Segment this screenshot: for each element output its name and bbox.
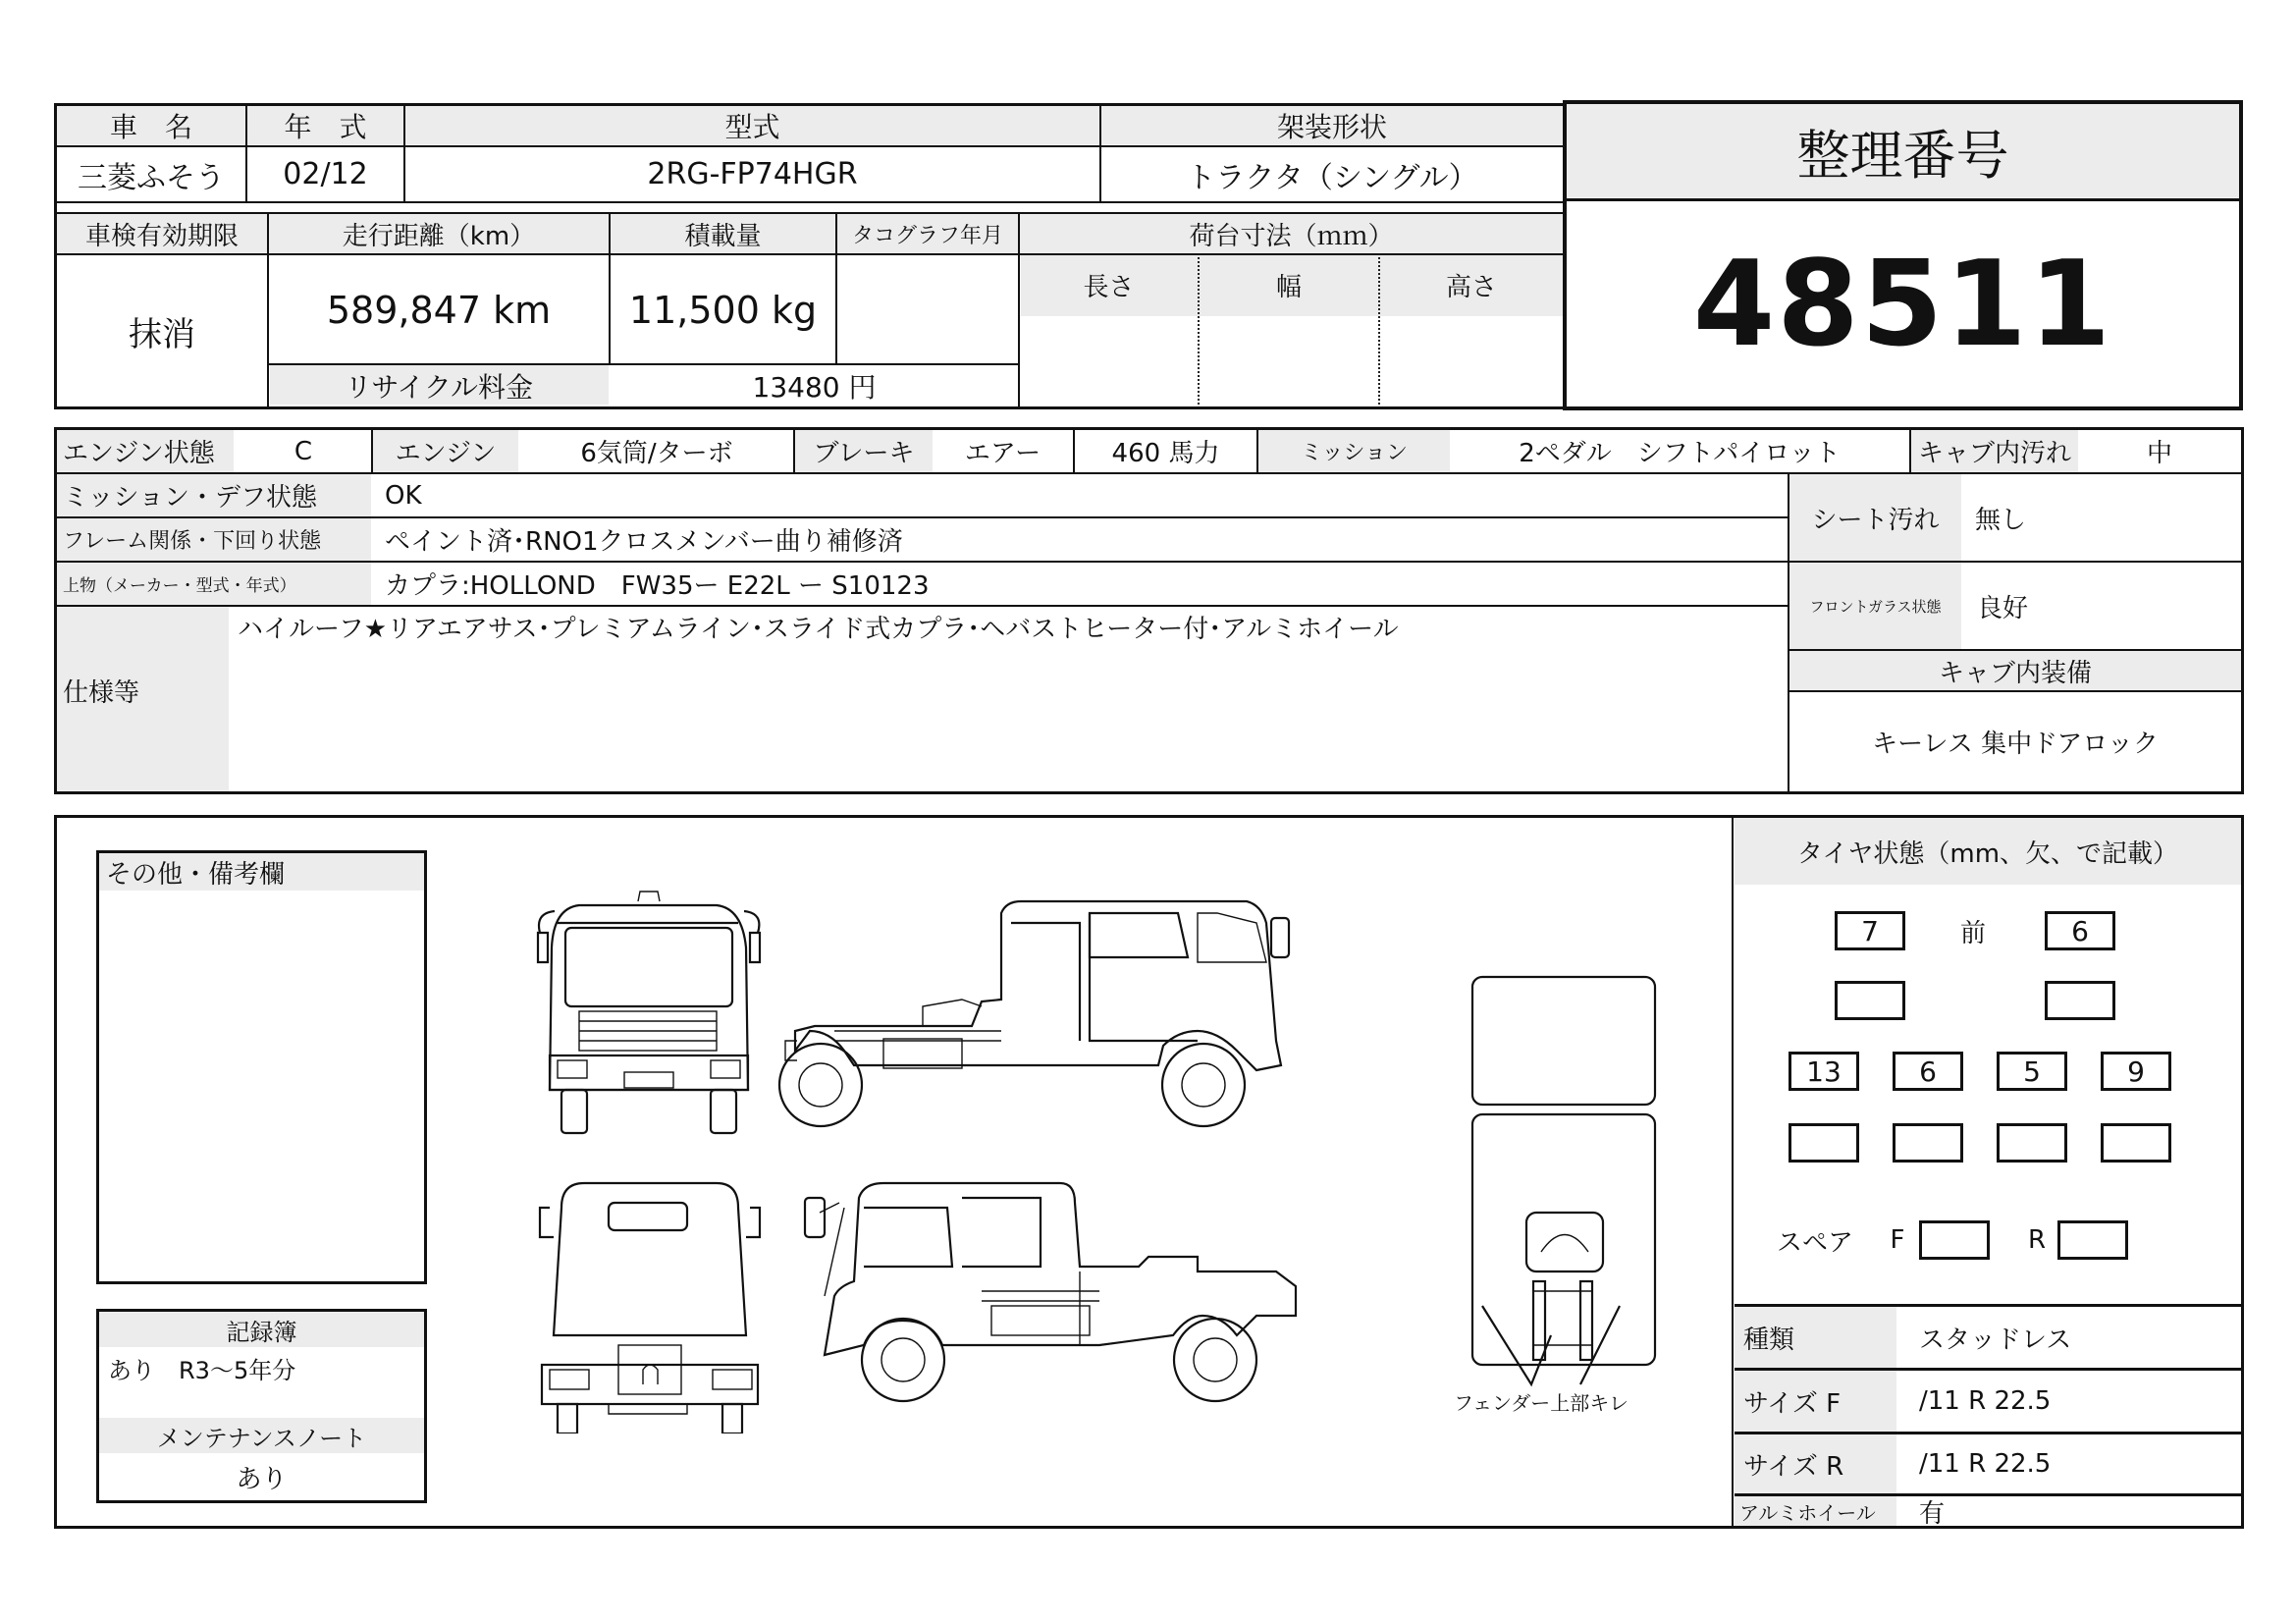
size-r-label: サイズ R <box>1743 1451 1844 1482</box>
vehicle-name: 三菱ふそう <box>78 160 225 195</box>
size-f-label: サイズ F <box>1743 1388 1842 1419</box>
truck-side-view-right <box>779 901 1289 1126</box>
cab-equip: キーレス 集中ドアロック <box>1872 730 2159 759</box>
front-label: 前 <box>1959 918 1986 948</box>
tire-rear-1: 13 <box>1789 1052 1859 1091</box>
mission: 2ペダル シフトパイロット <box>1519 439 1841 468</box>
tire-front-left: 7 <box>1835 911 1905 950</box>
engine-label: エンジン <box>395 439 497 468</box>
alu-label: アルミホイール <box>1739 1500 1876 1525</box>
mission-label: ミッション <box>1300 441 1409 465</box>
tire-rear-1-sub <box>1789 1123 1859 1163</box>
spare-r-box <box>2057 1220 2128 1260</box>
cab-equip-label: キャブ内装備 <box>1938 658 2092 688</box>
length-label: 長さ <box>1083 272 1135 302</box>
mileage-value: 589,847 km <box>326 289 552 332</box>
model-code: 2RG-FP74HGR <box>647 157 858 191</box>
size-f: /11 R 22.5 <box>1919 1386 2052 1416</box>
tacho-label: タコグラフ年月 <box>851 223 1003 248</box>
spec-label: 仕様等 <box>63 677 140 708</box>
size-r: /11 R 22.5 <box>1919 1449 2052 1479</box>
tire-rear-2-sub <box>1893 1123 1963 1163</box>
body-type-header: 架装形状 <box>1276 111 1387 143</box>
width-label: 幅 <box>1275 272 1302 302</box>
recycle-fee: 13480 円 <box>752 371 877 404</box>
remarks-title: その他・備考欄 <box>106 859 286 890</box>
body-type: トラクタ（シングル） <box>1186 160 1478 195</box>
diagram-note: フェンダー上部キレ <box>1454 1390 1629 1415</box>
seat-dirt: 無し <box>1975 505 2027 535</box>
tire-rear-2: 6 <box>1893 1052 1963 1091</box>
upper: カプラ:HOLLOND FW35ー E22L ー S10123 <box>385 571 930 601</box>
expiry-value: 抹消 <box>129 314 195 354</box>
tire-state-title: タイヤ状態（mm、欠、で記載） <box>1796 839 2179 869</box>
alu-value: 有 <box>1919 1498 1946 1529</box>
load-label: 積載量 <box>684 221 762 251</box>
remarks-box <box>96 850 427 1284</box>
tire-type-label: 種類 <box>1743 1325 1795 1355</box>
truck-front-view <box>538 892 760 1133</box>
tire-front-right: 6 <box>2045 911 2115 950</box>
records-value: あり R3～5年分 <box>108 1356 296 1384</box>
control-number-label: 整理番号 <box>1796 124 2009 187</box>
truck-rear-view <box>540 1183 760 1434</box>
tire-rear-3-sub <box>1997 1123 2067 1163</box>
height-label: 高さ <box>1445 272 1497 302</box>
spec: ハイルーフ★リアエアサス･プレミアムライン･スライド式カプラ･ヘバストヒーター付･アルミホイール <box>238 614 1399 644</box>
mission-diff-label: ミッション・デフ状態 <box>63 483 317 513</box>
recycle-label: リサイクル料金 <box>344 371 534 404</box>
frame-label: フレーム関係・下回り状態 <box>63 529 322 554</box>
tire-rear-3: 5 <box>1997 1052 2067 1091</box>
tacho-value <box>837 257 1018 363</box>
spare-f-box <box>1919 1220 1990 1260</box>
spare-f-label: F <box>1890 1225 1905 1255</box>
spare-r-label: R <box>2027 1225 2047 1255</box>
tire-rear-4: 9 <box>2101 1052 2171 1091</box>
tire-type: スタッドレス <box>1919 1325 2072 1355</box>
load-value: 11,500 kg <box>628 289 818 332</box>
truck-side-view-left <box>805 1183 1296 1401</box>
engine: 6気筒/ターボ <box>580 439 733 468</box>
frame: ペイント済･RNO1クロスメンバー曲り補修済 <box>385 527 903 557</box>
truck-top-view <box>1472 977 1655 1384</box>
maintenance-title: メンテナンスノート <box>156 1424 367 1452</box>
mission-diff: OK <box>385 480 422 511</box>
mileage-label: 走行距離（km） <box>342 221 536 251</box>
seat-dirt-label: シート汚れ <box>1811 505 1940 535</box>
maintenance-value: あり <box>236 1464 288 1494</box>
engine-state-label: エンジン状態 <box>63 439 215 468</box>
spare-label: スペア <box>1777 1227 1854 1258</box>
horsepower: 460 馬力 <box>1111 439 1220 468</box>
truck-diagram <box>510 884 1669 1434</box>
brake-label: ブレーキ <box>813 439 915 468</box>
expiry-label: 車検有効期限 <box>84 221 239 251</box>
bed-dims-label: 荷台寸法（ｍｍ） <box>1189 221 1394 251</box>
cab-dirt: 中 <box>2146 439 2172 468</box>
engine-state: C <box>294 436 313 466</box>
tire-front-left-sub <box>1835 981 1905 1020</box>
model-year-header: 年 式 <box>284 111 367 143</box>
vehicle-name-header: 車 名 <box>109 111 192 143</box>
model-code-header: 型式 <box>724 111 780 143</box>
control-number-value: 48511 <box>1692 236 2113 373</box>
tire-rear-4-sub <box>2101 1123 2171 1163</box>
upper-label: 上物（メーカー・型式・年式） <box>63 576 296 596</box>
windshield: 良好 <box>1977 593 2029 623</box>
records-title: 記録簿 <box>226 1318 297 1346</box>
windshield-label: フロントガラス状態 <box>1809 597 1942 616</box>
model-year: 02/12 <box>283 157 368 191</box>
cab-dirt-label: キャブ内汚れ <box>1917 439 2071 468</box>
brake: エアー <box>964 439 1041 468</box>
tire-front-right-sub <box>2045 981 2115 1020</box>
